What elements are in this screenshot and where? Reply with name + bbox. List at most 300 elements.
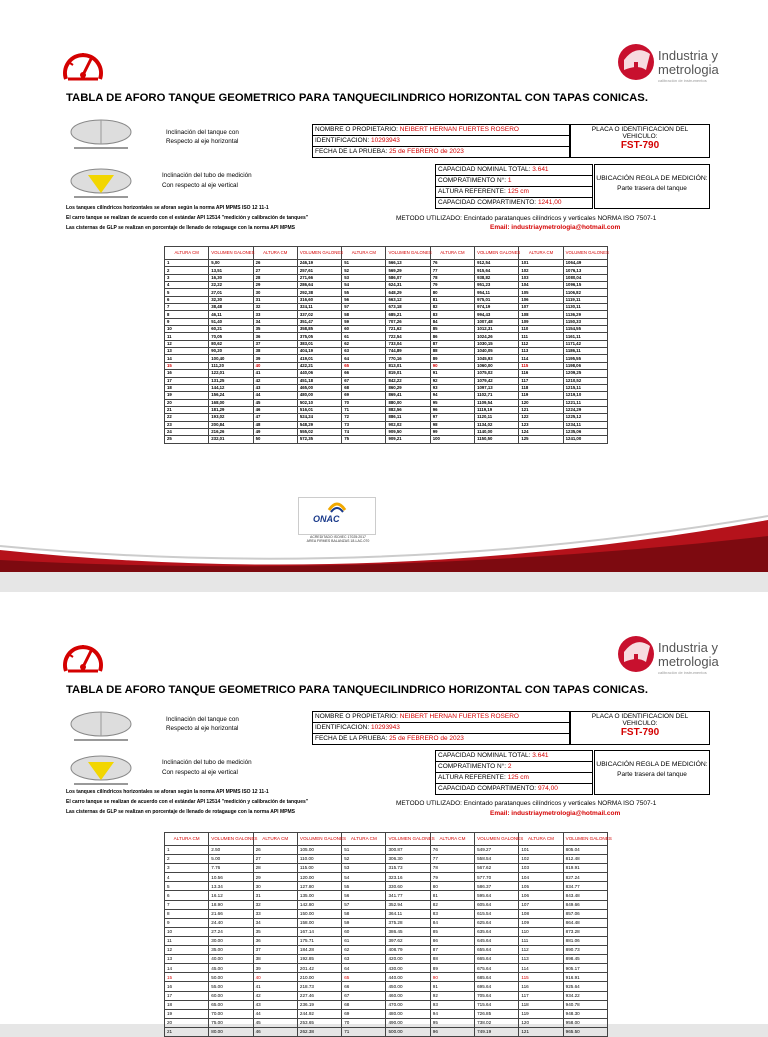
volumen-cell: 122,01 xyxy=(209,370,253,377)
volumen-cell: 13.34 xyxy=(209,882,253,891)
altura-cell: 107 xyxy=(519,304,563,311)
volumen-cell: 675.64 xyxy=(475,964,519,973)
table-row xyxy=(165,399,608,406)
volumen-cell: 244.92 xyxy=(297,1009,341,1018)
altura-cell: 119 xyxy=(519,1009,563,1018)
method-text: METODO UTILIZADO: Encintado paratanques cilíndricos y verticales NORMA ISO 7507-1 xyxy=(396,800,657,807)
altura-cell: 40 xyxy=(253,973,297,982)
tube-incl-line2: Con respecto al eje vertical xyxy=(162,182,238,189)
altura-cell: 26 xyxy=(253,260,297,267)
volumen-cell: 549.27 xyxy=(475,846,519,855)
altura-cell: 119 xyxy=(519,392,563,399)
altura-cell: 72 xyxy=(342,414,386,421)
volumen-cell: 569,29 xyxy=(386,267,430,274)
logo-mark-icon xyxy=(616,40,654,86)
volumen-cell: 192.85 xyxy=(297,955,341,964)
altura-cell: 44 xyxy=(253,1009,297,1018)
altura-cell: 12 xyxy=(165,340,209,347)
altura-cell: 92 xyxy=(430,991,474,1000)
compartment-value: 1 xyxy=(507,177,512,184)
onac-label: ONAC xyxy=(313,514,340,524)
altura-cell: 101 xyxy=(519,260,563,267)
altura-cell: 61 xyxy=(342,936,386,945)
date-value: 25 de FEBRERO de 2023 xyxy=(389,148,464,155)
altura-cell: 77 xyxy=(430,267,474,274)
logo-tagline: calibración de instrumentos xyxy=(658,670,707,675)
altura-cell: 35 xyxy=(253,927,297,936)
altura-cell: 73 xyxy=(342,421,386,428)
volumen-cell: 615.54 xyxy=(475,909,519,918)
altura-cell: 78 xyxy=(430,274,474,281)
volumen-cell: 200,84 xyxy=(209,421,253,428)
gauge-icon xyxy=(60,637,106,677)
volumen-cell: 13,51 xyxy=(209,267,253,274)
altura-cell: 65 xyxy=(342,973,386,982)
col-header-altura: ALTURA CM xyxy=(342,247,386,260)
volumen-cell: 1241,00 xyxy=(563,436,607,443)
volumen-cell: 857.06 xyxy=(563,909,607,918)
altura-cell: 107 xyxy=(519,900,563,909)
altura-cell: 88 xyxy=(430,955,474,964)
altura-cell: 43 xyxy=(253,384,297,391)
altura-cell: 51 xyxy=(342,260,386,267)
plate-value: FST-790 xyxy=(620,140,660,151)
table-row xyxy=(165,274,608,281)
company-logo xyxy=(616,632,736,678)
altura-cell: 5 xyxy=(165,289,209,296)
volumen-cell: 286,64 xyxy=(297,282,341,289)
tank-incl-line1: Inclinación del tanque con xyxy=(166,129,239,136)
volumen-cell: 1096,15 xyxy=(563,282,607,289)
volumen-cell: 16.12 xyxy=(209,891,253,900)
altura-cell: 118 xyxy=(519,384,563,391)
volumen-cell: 80.00 xyxy=(209,1027,253,1036)
volumen-cell: 707,26 xyxy=(386,318,430,325)
altura-cell: 112 xyxy=(519,946,563,955)
volumen-cell: 70,05 xyxy=(209,333,253,340)
volumen-cell: 1140,00 xyxy=(475,428,519,435)
logo-mark-icon xyxy=(616,632,654,678)
volumen-cell: 912,54 xyxy=(475,260,519,267)
volumen-cell: 440,06 xyxy=(297,370,341,377)
table-row xyxy=(165,1009,608,1018)
altura-cell: 36 xyxy=(253,936,297,945)
volumen-cell: 306.30 xyxy=(386,855,430,864)
volumen-cell: 110.00 xyxy=(297,855,341,864)
volumen-cell: 2.50 xyxy=(209,846,253,855)
altura-cell: 46 xyxy=(253,1027,297,1036)
volumen-cell: 1150,50 xyxy=(475,436,519,443)
altura-cell: 61 xyxy=(342,333,386,340)
altura-cell: 71 xyxy=(342,406,386,413)
volumen-cell: 940.78 xyxy=(563,1000,607,1009)
altura-cell: 64 xyxy=(342,964,386,973)
volumen-cell: 572,35 xyxy=(297,436,341,443)
table-row xyxy=(165,855,608,864)
plate-label: PLACA O IDENTIFICACION DEL VEHICULO: xyxy=(591,126,689,140)
logo-line1: Industria y xyxy=(658,640,718,655)
altura-cell: 55 xyxy=(342,882,386,891)
altura-cell: 110 xyxy=(519,927,563,936)
volumen-cell: 500.00 xyxy=(386,1027,430,1036)
owner-value: NEIBERT HERNAN FUERTES ROSERO xyxy=(399,713,519,720)
volumen-cell: 253.65 xyxy=(297,1018,341,1027)
altura-cell: 116 xyxy=(519,370,563,377)
table-row xyxy=(165,927,608,936)
altura-cell: 32 xyxy=(253,900,297,909)
volumen-cell: 144,12 xyxy=(209,384,253,391)
altura-cell: 4 xyxy=(165,282,209,289)
norm-note-1: Los tanques cilíndricos horizontales se aforan según la norma API MPMS ISO 12 11-1 xyxy=(66,205,269,211)
table-row xyxy=(165,973,608,982)
altura-cell: 116 xyxy=(519,982,563,991)
volumen-cell: 1080,04 xyxy=(563,274,607,281)
altura-cell: 96 xyxy=(430,1027,474,1036)
table-row xyxy=(165,355,608,362)
altura-cell: 16 xyxy=(165,982,209,991)
altura-cell: 87 xyxy=(430,946,474,955)
altura-cell: 10 xyxy=(165,927,209,936)
location-label: UBICACIÓN REGLA DE MEDICIÓN: xyxy=(596,761,708,768)
altura-cell: 27 xyxy=(253,855,297,864)
altura-cell: 15 xyxy=(165,362,209,369)
volumen-cell: 738.02 xyxy=(475,1018,519,1027)
altura-cell: 104 xyxy=(519,282,563,289)
volumen-cell: 965.50 xyxy=(563,1027,607,1036)
owner-box xyxy=(312,124,570,158)
altura-cell: 52 xyxy=(342,855,386,864)
volumen-cell: 819.91 xyxy=(563,864,607,873)
altura-cell: 124 xyxy=(519,428,563,435)
altura-cell: 102 xyxy=(519,267,563,274)
onac-mark-icon xyxy=(327,500,347,514)
volumen-cell: 324,11 xyxy=(297,304,341,311)
altura-cell: 110 xyxy=(519,326,563,333)
capacity-box xyxy=(435,164,593,209)
page-2 xyxy=(0,592,768,1035)
tank-tube-icon xyxy=(68,163,134,203)
altura-cell: 93 xyxy=(430,384,474,391)
volumen-cell: 860,29 xyxy=(386,384,430,391)
owner-box xyxy=(312,711,570,745)
volumen-cell: 21.66 xyxy=(209,909,253,918)
volumen-cell: 882,56 xyxy=(386,406,430,413)
altura-cell: 90 xyxy=(430,362,474,369)
altura-cell: 76 xyxy=(430,260,474,267)
volumen-cell: 323.16 xyxy=(386,873,430,882)
volumen-cell: 27.24 xyxy=(209,927,253,936)
volumen-cell: 625.64 xyxy=(475,918,519,927)
volumen-cell: 1040,05 xyxy=(475,348,519,355)
altura-cell: 44 xyxy=(253,392,297,399)
altura-cell: 103 xyxy=(519,864,563,873)
altura-cell: 7 xyxy=(165,900,209,909)
volumen-cell: 460.00 xyxy=(386,991,430,1000)
altura-cell: 106 xyxy=(519,891,563,900)
altura-cell: 117 xyxy=(519,991,563,1000)
volumen-cell: 1210,52 xyxy=(563,377,607,384)
volumen-cell: 465,00 xyxy=(297,384,341,391)
table-row xyxy=(165,1000,608,1009)
altura-cell: 34 xyxy=(253,318,297,325)
altura-cell: 60 xyxy=(342,927,386,936)
altura-cell: 49 xyxy=(253,428,297,435)
volumen-cell: 566,13 xyxy=(386,260,430,267)
col-header-volumen: VOLUMEN GALONES xyxy=(386,247,430,260)
altura-cell: 113 xyxy=(519,955,563,964)
volumen-cell: 232,01 xyxy=(209,436,253,443)
table-row xyxy=(165,414,608,421)
altura-cell: 41 xyxy=(253,370,297,377)
altura-cell: 19 xyxy=(165,1009,209,1018)
volumen-cell: 100,40 xyxy=(209,355,253,362)
location-value: Parte trasera del tanque xyxy=(617,771,687,778)
altura-cell: 89 xyxy=(430,964,474,973)
altura-cell: 39 xyxy=(253,355,297,362)
volumen-cell: 440.00 xyxy=(386,973,430,982)
volumen-cell: 470.00 xyxy=(386,1000,430,1009)
altura-cell: 69 xyxy=(342,392,386,399)
altura-cell: 18 xyxy=(165,384,209,391)
volumen-cell: 577.70 xyxy=(475,873,519,882)
volumen-cell: 375,05 xyxy=(297,333,341,340)
table-row xyxy=(165,982,608,991)
altura-cell: 114 xyxy=(519,964,563,973)
altura-cell: 93 xyxy=(430,1000,474,1009)
volumen-cell: 685.64 xyxy=(475,973,519,982)
location-box xyxy=(594,750,710,795)
altura-cell: 26 xyxy=(253,846,297,855)
volumen-cell: 1024,26 xyxy=(475,333,519,340)
volumen-cell: 246,19 xyxy=(297,260,341,267)
altura-cell: 88 xyxy=(430,348,474,355)
volumen-cell: 127.80 xyxy=(297,882,341,891)
volumen-cell: 548,29 xyxy=(297,421,341,428)
volumen-cell: 958.00 xyxy=(563,1018,607,1027)
volumen-cell: 364.11 xyxy=(386,909,430,918)
volumen-cell: 120.00 xyxy=(297,873,341,882)
altura-cell: 86 xyxy=(430,936,474,945)
altura-cell: 98 xyxy=(430,421,474,428)
volumen-cell: 404,19 xyxy=(297,348,341,355)
altura-cell: 121 xyxy=(519,1027,563,1036)
table-row xyxy=(165,377,608,384)
volumen-cell: 721,62 xyxy=(386,326,430,333)
gauge-icon xyxy=(60,45,106,85)
altura-cell: 30 xyxy=(253,289,297,296)
altura-cell: 33 xyxy=(253,909,297,918)
volumen-cell: 1076,13 xyxy=(563,267,607,274)
owner-value: NEIBERT HERNAN FUERTES ROSERO xyxy=(399,126,519,133)
altura-cell: 85 xyxy=(430,326,474,333)
volumen-cell: 1161,11 xyxy=(563,333,607,340)
volumen-cell: 695.64 xyxy=(475,982,519,991)
altura-cell: 81 xyxy=(430,891,474,900)
volumen-cell: 890.73 xyxy=(563,946,607,955)
altura-cell: 57 xyxy=(342,900,386,909)
table-row xyxy=(165,864,608,873)
table-row xyxy=(165,846,608,855)
table-row xyxy=(165,384,608,391)
volumen-cell: 257,61 xyxy=(297,267,341,274)
volumen-cell: 111,20 xyxy=(209,362,253,369)
col-header-volumen: VOLUMEN GALONES xyxy=(209,247,253,260)
altura-cell: 91 xyxy=(430,982,474,991)
volumen-cell: 1235,06 xyxy=(563,428,607,435)
altura-cell: 50 xyxy=(253,436,297,443)
altura-cell: 23 xyxy=(165,421,209,428)
capacity-value: 3.641 xyxy=(532,166,549,173)
col-header-volumen: VOLUMEN GALONES xyxy=(297,833,341,846)
date-label: FECHA DE LA PRUEBA: xyxy=(315,148,388,155)
volumen-cell: 184.28 xyxy=(297,946,341,955)
altura-cell: 62 xyxy=(342,946,386,955)
altura-cell: 40 xyxy=(253,362,297,369)
altura-cell: 48 xyxy=(253,421,297,428)
table-row xyxy=(165,882,608,891)
volumen-cell: 902,02 xyxy=(386,421,430,428)
altura-cell: 82 xyxy=(430,900,474,909)
table-row xyxy=(165,406,608,413)
altura-cell: 2 xyxy=(165,855,209,864)
altura-cell: 39 xyxy=(253,964,297,973)
page-title: TABLA DE AFORO TANQUE GEOMETRICO PARA TANQUECILINDRICO HORIZONTAL CON TAPAS CONICAS. xyxy=(66,684,648,696)
capacity-value: 3.641 xyxy=(532,752,549,759)
volumen-cell: 898.45 xyxy=(563,955,607,964)
altura-cell: 59 xyxy=(342,918,386,927)
comp-capacity-value: 974,00 xyxy=(537,785,558,792)
volumen-cell: 915,64 xyxy=(475,267,519,274)
volumen-cell: 420.00 xyxy=(386,955,430,964)
altura-cell: 82 xyxy=(430,304,474,311)
altura-cell: 108 xyxy=(519,909,563,918)
altura-cell: 120 xyxy=(519,1018,563,1027)
volumen-cell: 909,50 xyxy=(386,428,430,435)
table-row xyxy=(165,318,608,325)
altura-cell: 27 xyxy=(253,267,297,274)
height-label: ALTURA REFERENTE: xyxy=(438,188,506,195)
volumen-cell: 316,60 xyxy=(297,296,341,303)
altura-cell: 11 xyxy=(165,333,209,340)
altura-cell: 94 xyxy=(430,392,474,399)
capacity-label: CAPACIDAD NOMINAL TOTAL: xyxy=(438,166,531,173)
comp-capacity-label: CAPACIDAD COMPARTIMENTO: xyxy=(438,199,537,206)
altura-cell: 45 xyxy=(253,1018,297,1027)
tank-incl-line2: Respecto al eje horizontal xyxy=(166,725,239,732)
volumen-cell: 135.00 xyxy=(297,891,341,900)
tube-incl-line1: Inclinación del tubo de medición xyxy=(162,759,252,766)
volumen-cell: 300.87 xyxy=(386,846,430,855)
altura-cell: 79 xyxy=(430,282,474,289)
altura-cell: 18 xyxy=(165,1000,209,1009)
volumen-cell: 201.42 xyxy=(297,964,341,973)
volumen-cell: 705.64 xyxy=(475,991,519,1000)
altura-cell: 109 xyxy=(519,918,563,927)
volumen-cell: 624,31 xyxy=(386,282,430,289)
volumen-cell: 158.00 xyxy=(297,918,341,927)
altura-cell: 64 xyxy=(342,355,386,362)
altura-cell: 54 xyxy=(342,873,386,882)
altura-cell: 16 xyxy=(165,370,209,377)
volumen-cell: 770,16 xyxy=(386,355,430,362)
altura-cell: 66 xyxy=(342,982,386,991)
volumen-cell: 55.00 xyxy=(209,982,253,991)
location-value: Parte trasera del tanque xyxy=(617,185,687,192)
altura-cell: 89 xyxy=(430,355,474,362)
altura-cell: 67 xyxy=(342,377,386,384)
altura-cell: 14 xyxy=(165,355,209,362)
altura-cell: 76 xyxy=(430,846,474,855)
col-header-volumen: VOLUMEN GALONES xyxy=(563,833,607,846)
altura-cell: 21 xyxy=(165,1027,209,1036)
volumen-cell: 60,21 xyxy=(209,326,253,333)
norm-note-3: Las cisternas de GLP se realizan en porcentaje de llenado de rotagauge con la norma API MPMS xyxy=(66,225,295,231)
logo-line2: metrologia xyxy=(658,654,719,669)
volumen-cell: 450.00 xyxy=(386,982,430,991)
volumen-cell: 1219,10 xyxy=(563,392,607,399)
volumen-cell: 1106,82 xyxy=(563,289,607,296)
col-header-volumen: VOLUMEN GALONES xyxy=(563,247,607,260)
volumen-cell: 193,02 xyxy=(209,414,253,421)
altura-cell: 86 xyxy=(430,333,474,340)
volumen-cell: 167.14 xyxy=(297,927,341,936)
col-header-altura: ALTURA CM xyxy=(253,247,297,260)
volumen-cell: 32,30 xyxy=(209,296,253,303)
volumen-cell: 156,24 xyxy=(209,392,253,399)
altura-cell: 65 xyxy=(342,362,386,369)
page-title: TABLA DE AFORO TANQUE GEOMETRICO PARA TANQUECILINDRICO HORIZONTAL CON TAPAS CONICAS. xyxy=(66,92,648,104)
volumen-cell: 90,20 xyxy=(209,348,253,355)
tank-incl-line2: Respecto al eje horizontal xyxy=(166,138,239,145)
altura-cell: 4 xyxy=(165,873,209,882)
altura-cell: 20 xyxy=(165,1018,209,1027)
volumen-cell: 1119,11 xyxy=(563,296,607,303)
altura-cell: 30 xyxy=(253,882,297,891)
volumen-cell: 645.64 xyxy=(475,936,519,945)
altura-cell: 83 xyxy=(430,311,474,318)
altura-cell: 77 xyxy=(430,855,474,864)
volumen-cell: 271,66 xyxy=(297,274,341,281)
volumen-cell: 5.00 xyxy=(209,855,253,864)
logo-line2: metrologia xyxy=(658,62,719,77)
altura-cell: 63 xyxy=(342,348,386,355)
col-header-altura: ALTURA CM xyxy=(165,247,209,260)
volumen-cell: 216,26 xyxy=(209,428,253,435)
altura-cell: 29 xyxy=(253,282,297,289)
col-header-altura: ALTURA CM xyxy=(165,833,209,846)
altura-cell: 9 xyxy=(165,918,209,927)
altura-cell: 20 xyxy=(165,399,209,406)
volumen-cell: 480.00 xyxy=(386,1009,430,1018)
altura-cell: 75 xyxy=(342,436,386,443)
volumen-cell: 1150,33 xyxy=(563,318,607,325)
altura-cell: 79 xyxy=(430,873,474,882)
volumen-cell: 881.06 xyxy=(563,936,607,945)
comp-capacity-value: 1241,00 xyxy=(537,199,562,206)
altura-cell: 24 xyxy=(165,428,209,435)
volumen-cell: 673,18 xyxy=(386,304,430,311)
volumen-cell: 685,21 xyxy=(386,311,430,318)
table-row xyxy=(165,370,608,377)
table-row xyxy=(165,362,608,369)
altura-cell: 9 xyxy=(165,318,209,325)
volumen-cell: 635.64 xyxy=(475,927,519,936)
aforo-table-1 xyxy=(164,246,608,444)
volumen-cell: 181,29 xyxy=(209,406,253,413)
date-value: 25 de FEBRERO de 2023 xyxy=(389,735,464,742)
altura-cell: 121 xyxy=(519,406,563,413)
altura-cell: 6 xyxy=(165,296,209,303)
